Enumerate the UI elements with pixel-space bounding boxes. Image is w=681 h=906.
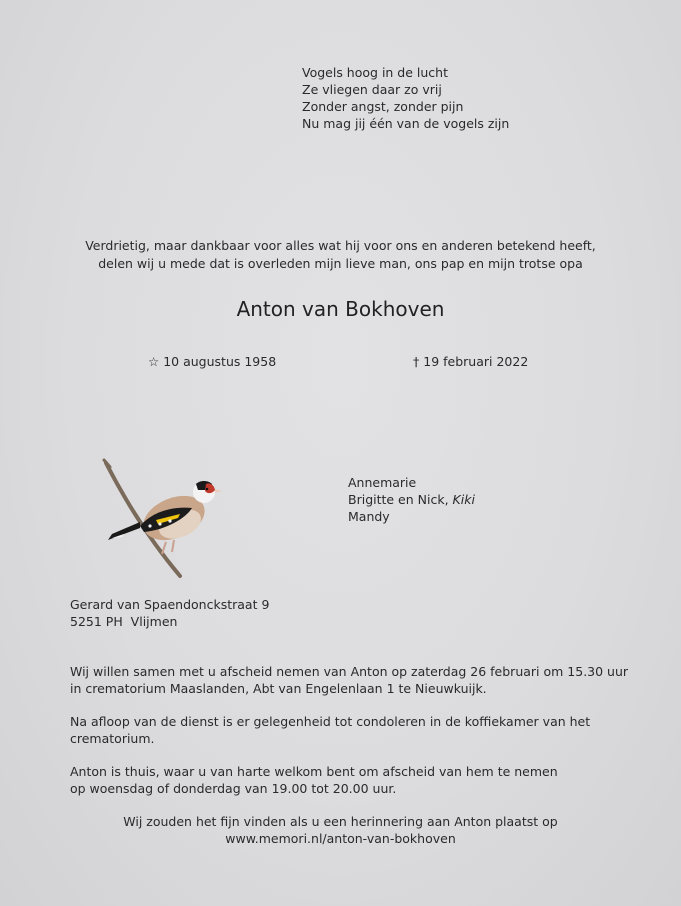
ceremony-paragraph [70,663,630,697]
paragraph-line: in crematorium Maaslanden, Abt van Engelenlaan 1 te Nieuwkuijk. [70,681,487,696]
address [70,596,269,630]
family-member: Annemarie [348,475,417,490]
closing-note [0,813,681,847]
family-list [348,474,475,525]
paragraph-line: op woensdag of donderdag van 19.00 tot 20.00 uur. [70,781,397,796]
family-member-pet: Kiki [452,492,475,507]
paragraph-line: Wij willen samen met u afscheid nemen van Anton op zaterdag 26 februari om 15.30 uur [70,664,629,679]
goldfinch-bird-icon [96,458,226,582]
address-city: 5251 PH Vlijmen [70,614,178,629]
intro-line: delen wij u mede dat is overleden mijn lieve man, ons pap en mijn trotse opa [98,256,583,271]
intro-line: Verdrietig, maar dankbaar voor alles wat hij voor ons en anderen betekend heeft, [85,238,596,253]
star-icon: ☆ [148,354,160,369]
paragraph-line: crematorium. [70,731,155,746]
poem-line: Ze vliegen daar zo vrij [302,82,442,97]
poem-line: Zonder angst, zonder pijn [302,99,464,114]
death-date-text: 19 februari 2022 [423,354,529,369]
family-member: Mandy [348,509,390,524]
poem [302,64,509,132]
poem-line: Vogels hoog in de lucht [302,65,448,80]
announcement-intro [0,237,681,273]
closing-line: Wij zouden het fijn vinden als u een herinnering aan Anton plaatst op [123,814,558,829]
cross-icon: † [413,354,420,369]
paragraph-line: Na afloop van de dienst is er gelegenheid tot condoleren in de koffiekamer van het [70,714,591,729]
deceased-name: Anton van Bokhoven [236,297,445,321]
paragraph-line: Anton is thuis, waar u van harte welkom bent om afscheid van hem te nemen [70,764,558,779]
death-date [413,354,528,369]
address-street: Gerard van Spaendonckstraat 9 [70,597,270,612]
family-member [348,491,475,508]
visitation-paragraph [70,763,630,797]
condolence-paragraph [70,713,630,747]
poem-line: Nu mag jij één van de vogels zijn [302,116,510,131]
memorial-link[interactable]: www.memori.nl/anton-van-bokhoven [225,831,456,846]
birth-date [148,354,276,369]
birth-date-text: 10 augustus 1958 [163,354,277,369]
family-member-names: Brigitte en Nick, [348,492,453,507]
